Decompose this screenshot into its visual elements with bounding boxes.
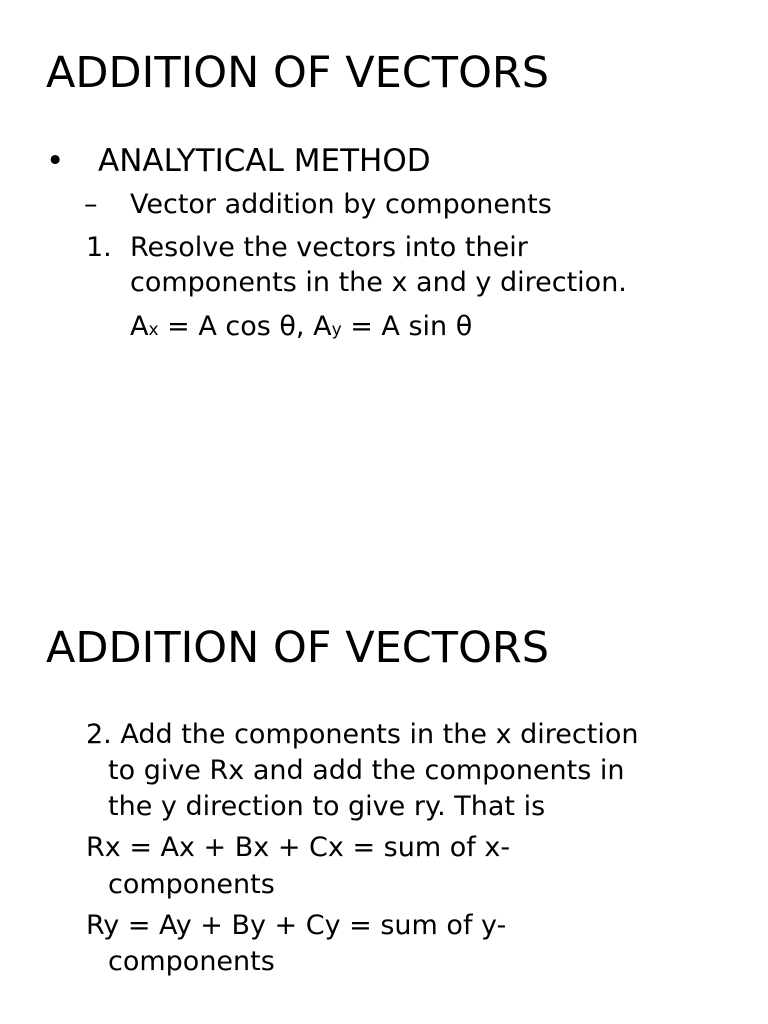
bullet-marker: • — [46, 143, 65, 179]
ry-equation-line-1: Ry = Ay + By + Cy = sum of y- — [86, 910, 507, 941]
ry-equation-line-2: components — [108, 946, 275, 977]
step2-line-3: the y direction to give ry. That is — [108, 791, 546, 822]
step2-line-2: to give Rx and add the components in — [108, 755, 625, 786]
step2-line-1: 2. Add the components in the x direction — [86, 719, 639, 750]
step-number: 1. — [86, 232, 112, 263]
bullet-text: ANALYTICAL METHOD — [98, 143, 431, 179]
slide-title: ADDITION OF VECTORS — [46, 48, 550, 98]
dash-marker: – — [84, 189, 98, 220]
step-line-1: Resolve the vectors into their — [130, 232, 528, 263]
component-formula — [130, 313, 472, 340]
formula-ay-rest: = A sin θ — [341, 311, 473, 342]
formula-x-subscript: x — [148, 320, 159, 340]
formula-y-subscript: y — [331, 320, 342, 340]
step-line-2: components in the x and y direction. — [130, 267, 627, 298]
rx-equation-line-2: components — [108, 869, 275, 900]
rx-equation-line-1: Rx = Ax + Bx + Cx = sum of x- — [86, 832, 511, 863]
formula-ax-base: A — [130, 311, 149, 342]
subpoint-text: Vector addition by components — [130, 189, 552, 220]
slide-title: ADDITION OF VECTORS — [46, 623, 550, 673]
slide-2 — [0, 576, 768, 1024]
formula-ax-rest: = A cos θ, A — [158, 311, 332, 342]
